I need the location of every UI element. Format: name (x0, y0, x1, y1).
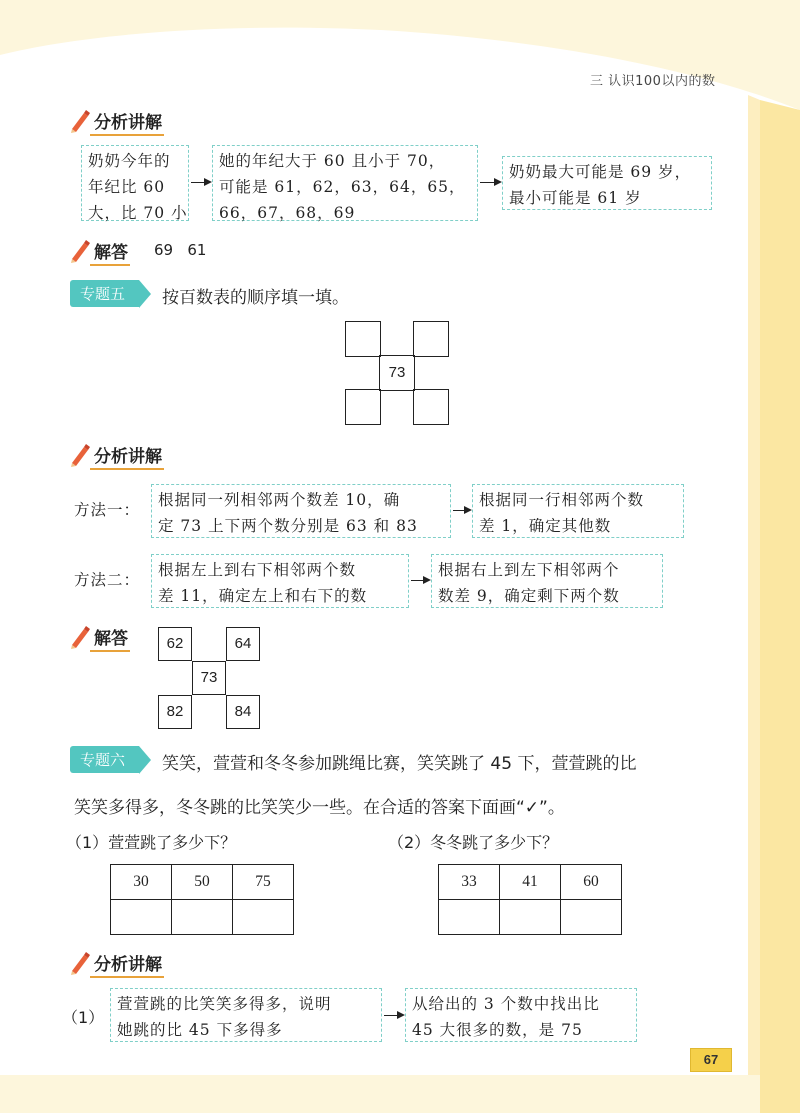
topic6-question-line2: 笑笑多得多，冬冬跳的比笑笑少一些。在合适的答案下面画“✓”。 (74, 798, 565, 818)
option-cell: 33 (439, 865, 500, 900)
answer-title-1 (68, 238, 128, 263)
box-line: 奶奶最大可能是 69 岁， (509, 163, 692, 181)
grid-cell-top-left (345, 321, 381, 357)
answer-title-2 (68, 624, 128, 649)
answer-cell-center: 73 (192, 661, 226, 695)
option-cell: 41 (500, 865, 561, 900)
box-line: 数差 9，确定剩下两个数 (438, 587, 620, 605)
box-line: 她的年纪大于 60 且小于 70， (219, 152, 446, 170)
pencil-icon (68, 625, 90, 649)
box-line: 定 73 上下两个数分别是 63 和 83 (158, 517, 418, 535)
answer-cell-bottom-left: 82 (158, 695, 192, 729)
box-line: 从给出的 3 个数中找出比 (412, 995, 600, 1013)
reason-box-3 (502, 156, 712, 210)
analysis-label: 分析讲解 (94, 950, 162, 975)
answer-label: 解答 (94, 624, 128, 649)
mark-cell[interactable] (233, 900, 294, 935)
reason-box-1 (81, 145, 189, 221)
grid-cell-top-right (413, 321, 449, 357)
box-line: 大，比 70 小 (88, 204, 188, 222)
arrow-icon (191, 182, 210, 183)
grid-cell-bottom-right (413, 389, 449, 425)
box-line: 萱萱跳的比笑笑多得多，说明 (117, 995, 332, 1013)
pencil-icon (68, 239, 90, 263)
box-line: 她跳的比 45 下多得多 (117, 1021, 283, 1039)
analysis-title-1 (68, 108, 162, 133)
page-number: 67 (690, 1048, 732, 1072)
topic5-badge: 专题五 (70, 280, 139, 307)
box-line: 66，67，68，69 (219, 204, 356, 222)
option-cell: 50 (172, 865, 233, 900)
box-line: 差 1，确定其他数 (479, 517, 612, 535)
pencil-icon (68, 443, 90, 467)
analysis-index: （1） (62, 1008, 105, 1027)
method2-box2 (431, 554, 663, 608)
topic6-heading (70, 746, 139, 773)
box-line: 根据同一列相邻两个数差 10，确 (158, 491, 401, 509)
arrow-icon (411, 580, 429, 581)
box-line: 奶奶今年的 (88, 152, 171, 170)
q1-options-table (110, 864, 294, 935)
method2-label: 方法二： (74, 571, 141, 589)
analysis-box2 (405, 988, 637, 1042)
answer-cell-top-left: 62 (158, 627, 192, 661)
analysis-label: 分析讲解 (94, 442, 162, 467)
arrow-icon (480, 182, 500, 183)
option-cell: 30 (111, 865, 172, 900)
arrow-icon (453, 510, 470, 511)
option-cell: 60 (561, 865, 622, 900)
mark-cell[interactable] (500, 900, 561, 935)
mark-cell[interactable] (172, 900, 233, 935)
method1-box1 (151, 484, 451, 538)
sub-question-2: （2）冬冬跳了多少下？ (388, 833, 559, 852)
options-row (111, 865, 294, 900)
box-line: 差 11，确定左上和右下的数 (158, 587, 368, 605)
analysis-title-2 (68, 442, 162, 467)
box-line: 根据右上到左下相邻两个 (438, 561, 620, 579)
q2-options-table (438, 864, 622, 935)
method1-label: 方法一： (74, 501, 141, 519)
pencil-icon (68, 109, 90, 133)
box-line: 45 大很多的数，是 75 (412, 1021, 583, 1039)
arrow-icon (384, 1015, 403, 1016)
box-line: 最小可能是 61 岁 (509, 189, 642, 207)
mark-cell[interactable] (111, 900, 172, 935)
sub-question-1: （1）萱萱跳了多少下？ (66, 833, 237, 852)
topic6-badge: 专题六 (70, 746, 139, 773)
box-line: 根据同一行相邻两个数 (479, 491, 645, 509)
answer-cell-top-right: 64 (226, 627, 260, 661)
box-line: 可能是 61，62，63，64，65， (219, 178, 466, 196)
topic5-heading (70, 280, 139, 307)
box-line: 根据左上到右下相邻两个数 (158, 561, 357, 579)
mark-cell[interactable] (439, 900, 500, 935)
answer-label: 解答 (94, 238, 128, 263)
mark-cell[interactable] (561, 900, 622, 935)
analysis-label: 分析讲解 (94, 108, 162, 133)
analysis-box1 (110, 988, 382, 1042)
grid-cell-center: 73 (379, 355, 415, 391)
answer-cell-bottom-right: 84 (226, 695, 260, 729)
option-cell: 75 (233, 865, 294, 900)
mark-row (439, 900, 622, 935)
mark-row (111, 900, 294, 935)
options-row (439, 865, 622, 900)
box-line: 年纪比 60 (88, 178, 166, 196)
topic5-question: 按百数表的顺序填一填。 (162, 288, 349, 308)
method2-box1 (151, 554, 409, 608)
reason-box-2 (212, 145, 478, 221)
pencil-icon (68, 951, 90, 975)
chapter-header: 三 认识100以内的数 (590, 74, 716, 89)
analysis-title-3 (68, 950, 162, 975)
answer-values-1: 69 61 (154, 241, 207, 259)
method1-box2 (472, 484, 684, 538)
topic6-question-line1: 笑笑，萱萱和冬冬参加跳绳比赛，笑笑跳了 45 下，萱萱跳的比 (162, 754, 637, 774)
grid-cell-bottom-left (345, 389, 381, 425)
